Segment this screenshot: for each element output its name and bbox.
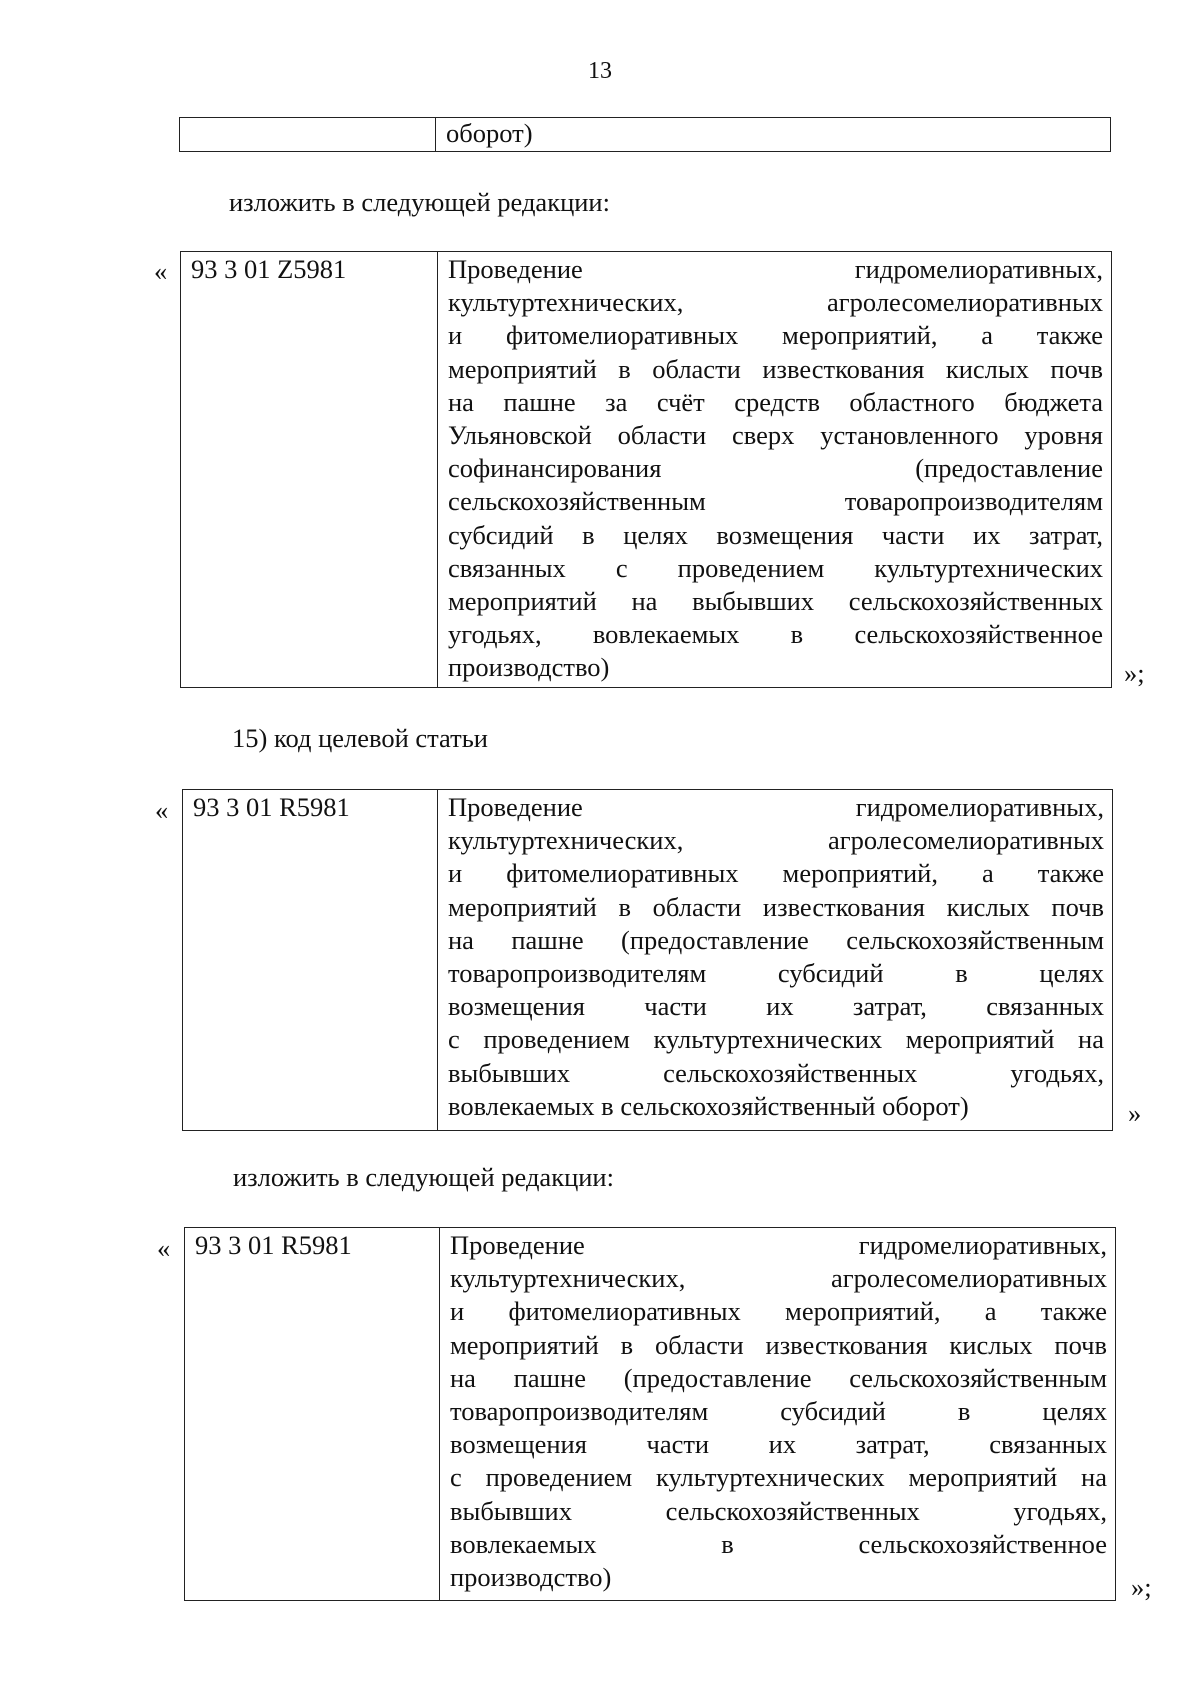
description-line: возмещения части их затрат, связанных xyxy=(448,991,1104,1022)
target-article-table xyxy=(180,251,1112,688)
description-line: выбывших сельскохозяйственных угодьях, xyxy=(448,1057,1104,1088)
code-cell: 93 3 01 R5981 xyxy=(185,1228,440,1601)
close-quote: » xyxy=(1128,1098,1142,1128)
description-line: Проведение гидромелиоративных, xyxy=(448,254,1103,284)
description-line: угодьях, вовлекаемых в сельскохозяйственное xyxy=(448,619,1103,650)
page-number: 13 xyxy=(588,58,612,84)
table-row xyxy=(181,252,1112,688)
description-cell: оборот) xyxy=(436,118,1111,152)
description-line: выбывших сельскохозяйственных угодьях, xyxy=(450,1495,1107,1526)
target-article-table xyxy=(182,789,1113,1131)
description-line: софинансирования (предоставление xyxy=(448,453,1103,484)
description-line: на пашне за счёт средств областного бюджета xyxy=(448,386,1103,417)
instruction-heading: изложить в следующей редакции: xyxy=(229,187,610,217)
description-line: товаропроизводителям субсидий в целях xyxy=(450,1396,1107,1427)
description-cell xyxy=(438,790,1113,1131)
description-line: и фитомелиоративных мероприятий, а также xyxy=(448,320,1103,351)
description-line: субсидий в целях возмещения части их затрат, xyxy=(448,519,1103,550)
code-cell: 93 3 01 Z5981 xyxy=(181,252,438,688)
description-line: мероприятий в области известкования кислых почв xyxy=(450,1329,1107,1360)
description-line: мероприятий в области известкования кислых почв xyxy=(448,353,1103,384)
description-line: возмещения части их затрат, связанных xyxy=(450,1429,1107,1460)
table-row xyxy=(185,1228,1116,1601)
description-line: производство) xyxy=(448,652,610,683)
description-line: Проведение гидромелиоративных, xyxy=(450,1230,1107,1260)
close-quote: »; xyxy=(1131,1572,1152,1602)
open-quote: « xyxy=(155,795,169,825)
description-line: с проведением культуртехнических мероприятий на xyxy=(450,1462,1107,1493)
table-row xyxy=(180,118,1111,152)
description-line: мероприятий в области известкования кислых почв xyxy=(448,891,1104,922)
table-row xyxy=(183,790,1113,1131)
description-line: культуртехнических, агролесомелиоративных xyxy=(448,287,1103,318)
description-line: производство) xyxy=(450,1562,612,1593)
description-line: культуртехнических, агролесомелиоративных xyxy=(450,1263,1107,1294)
description-cell xyxy=(438,252,1112,688)
close-quote: »; xyxy=(1124,658,1145,688)
description-line: мероприятий на выбывших сельскохозяйственных xyxy=(448,586,1103,617)
description-line: с проведением культуртехнических мероприятий на xyxy=(448,1024,1104,1055)
description-line: товаропроизводителям субсидий в целях xyxy=(448,958,1104,989)
description-line: Проведение гидромелиоративных, xyxy=(448,792,1104,822)
description-line: связанных с проведением культуртехнических xyxy=(448,552,1103,583)
description-line: и фитомелиоративных мероприятий, а также xyxy=(450,1296,1107,1327)
section-heading: 15) код целевой статьи xyxy=(232,723,488,753)
description-line: на пашне (предоставление сельскохозяйственным xyxy=(450,1362,1107,1393)
open-quote: « xyxy=(157,1233,171,1263)
description-line: культуртехнических, агролесомелиоративных xyxy=(448,825,1104,856)
description-line: на пашне (предоставление сельскохозяйственным xyxy=(448,924,1104,955)
description-line: вовлекаемых в сельскохозяйственный оборот) xyxy=(448,1090,969,1121)
empty-code-cell xyxy=(180,118,436,152)
code-cell: 93 3 01 R5981 xyxy=(183,790,438,1131)
continuation-table xyxy=(179,117,1111,152)
description-line: Ульяновской области сверх установленного уровня xyxy=(448,420,1103,451)
description-cell xyxy=(440,1228,1116,1601)
open-quote: « xyxy=(154,256,168,286)
description-line: и фитомелиоративных мероприятий, а также xyxy=(448,858,1104,889)
instruction-heading: изложить в следующей редакции: xyxy=(233,1162,614,1192)
description-line: вовлекаемых в сельскохозяйственное xyxy=(450,1528,1107,1559)
description-line: сельскохозяйственным товаропроизводителям xyxy=(448,486,1103,517)
target-article-table xyxy=(184,1227,1116,1601)
